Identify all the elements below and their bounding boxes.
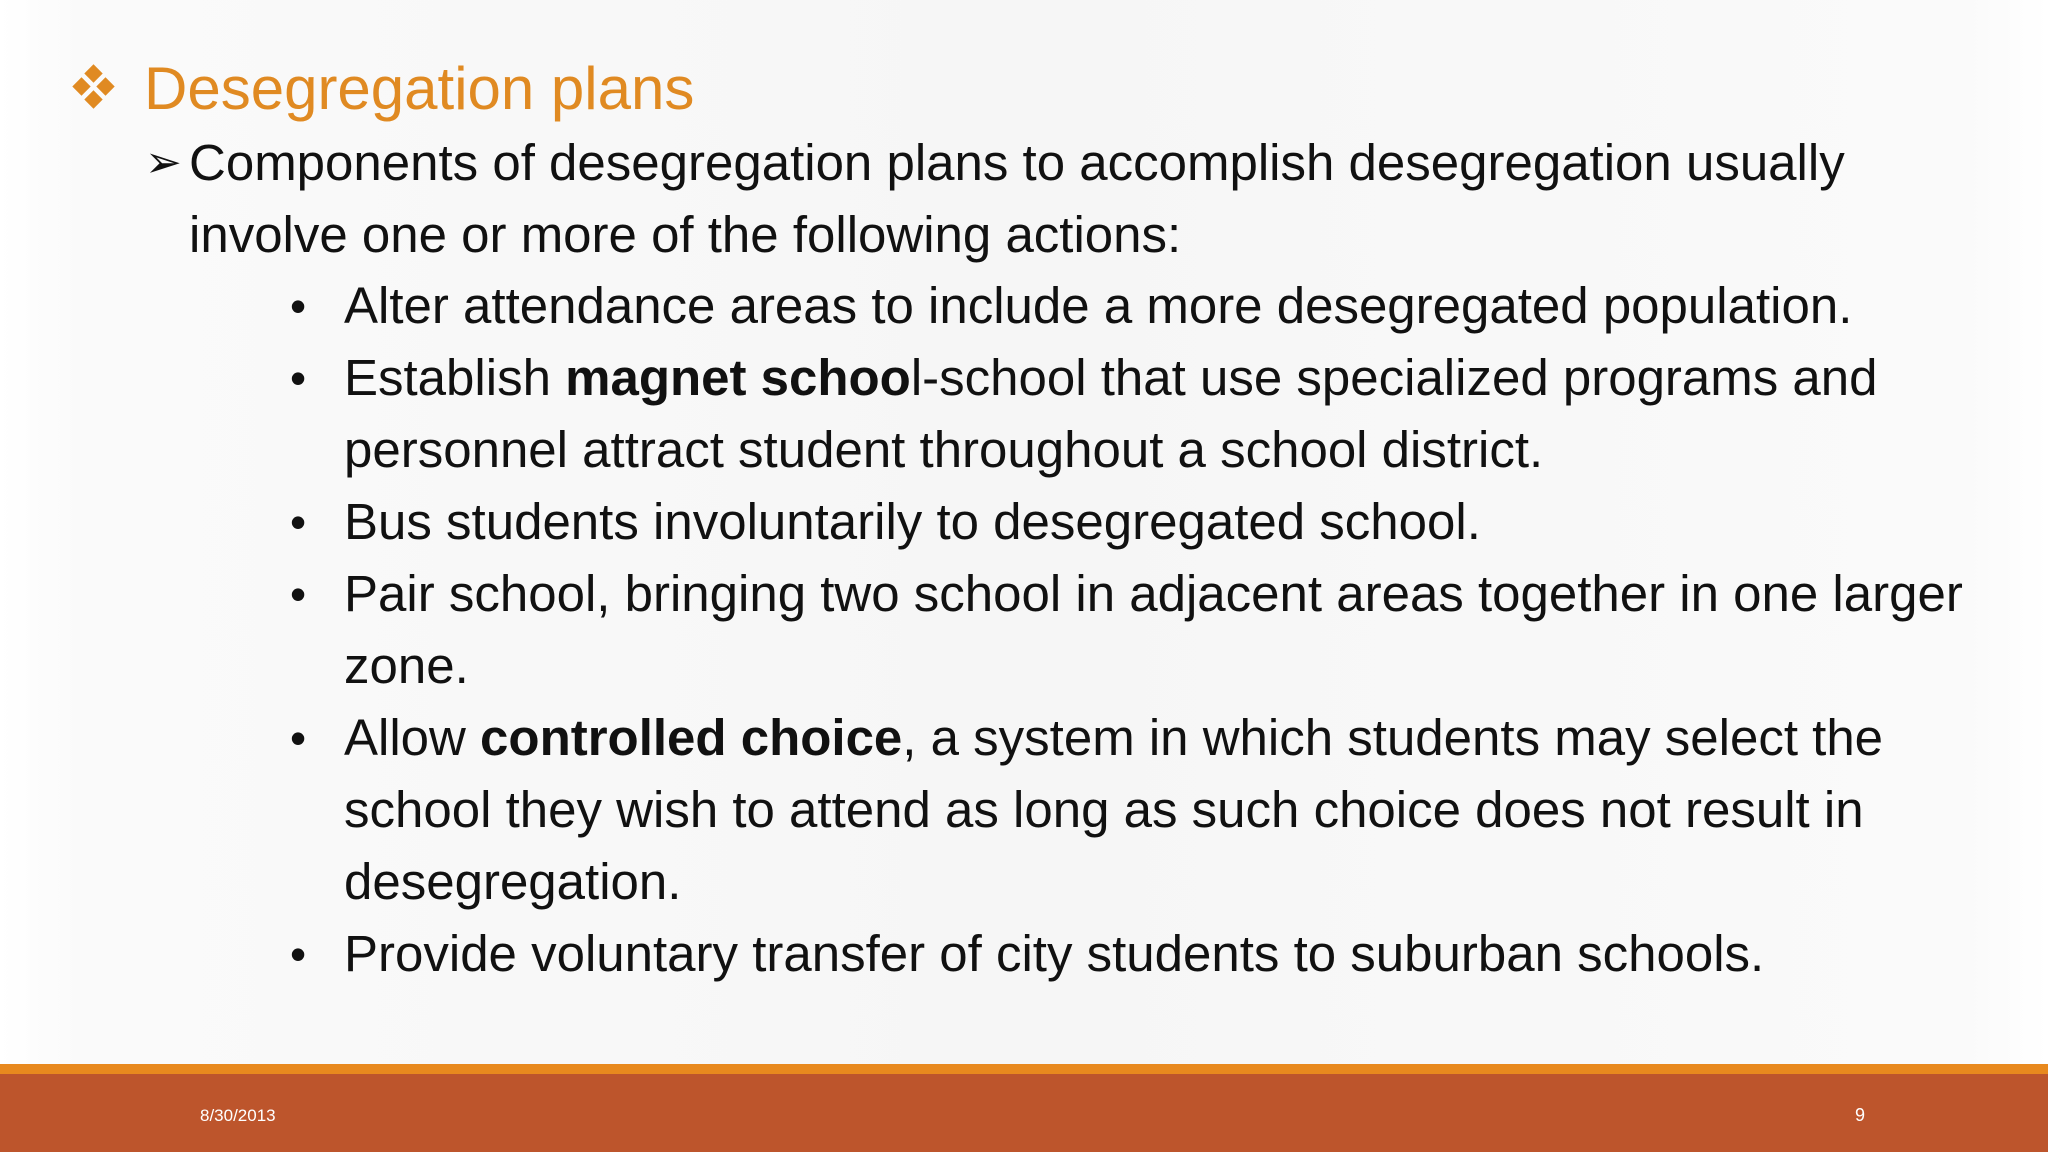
intro-text: Components of desegregation plans to accomplish desegregation usually involve one or more of the following actions: (189, 134, 1845, 263)
bullet-text: Pair school, bringing two school in adjacent areas together in one larger zone. (344, 565, 1963, 694)
bullet-prefix: Allow (344, 709, 481, 766)
bullet-text (344, 702, 2010, 918)
footer-divider (0, 1064, 2048, 1074)
list-item (290, 270, 2010, 342)
intro-paragraph (145, 127, 1985, 271)
bullet-dot-icon: • (290, 928, 307, 980)
bullet-dot-icon: • (290, 280, 307, 332)
bullet-bold-term: magnet schoo (565, 349, 911, 406)
bullet-dot-icon: • (290, 352, 307, 404)
bullet-bold-term: controlled choice (480, 709, 903, 766)
bullet-dot-icon: • (290, 568, 307, 620)
right-arrowhead-icon: ➢ (145, 137, 182, 188)
bullet-dot-icon: • (290, 496, 307, 548)
bullet-text: Alter attendance areas to include a more desegregated population. (344, 277, 1853, 334)
list-item (290, 342, 2010, 486)
heading-text: Desegregation plans (144, 54, 695, 122)
bullet-text (344, 342, 2010, 486)
bullet-suffix: , a system in which students may select the school they wish to attend as long as such choice does not result in desegregation. (344, 709, 1884, 910)
page-number: 9 (1855, 1105, 1866, 1125)
list-item (290, 918, 2010, 990)
bullet-text: Bus students involuntarily to desegregated school. (344, 493, 1481, 550)
bullet-suffix: l-school that use specialized programs and personnel attract student throughout a school district. (344, 349, 1878, 478)
slide-heading (70, 50, 694, 126)
bullet-text: Provide voluntary transfer of city students to suburban schools. (344, 925, 1765, 982)
diamond-cluster-icon (70, 64, 118, 112)
list-item (290, 702, 2010, 918)
footer-date: 8/30/2013 (200, 1106, 276, 1125)
footer-bar (0, 1074, 2048, 1152)
action-list (290, 270, 2010, 990)
bullet-dot-icon: • (290, 712, 307, 764)
list-item (290, 486, 2010, 558)
bullet-prefix: Establish (344, 349, 566, 406)
list-item (290, 558, 2010, 702)
